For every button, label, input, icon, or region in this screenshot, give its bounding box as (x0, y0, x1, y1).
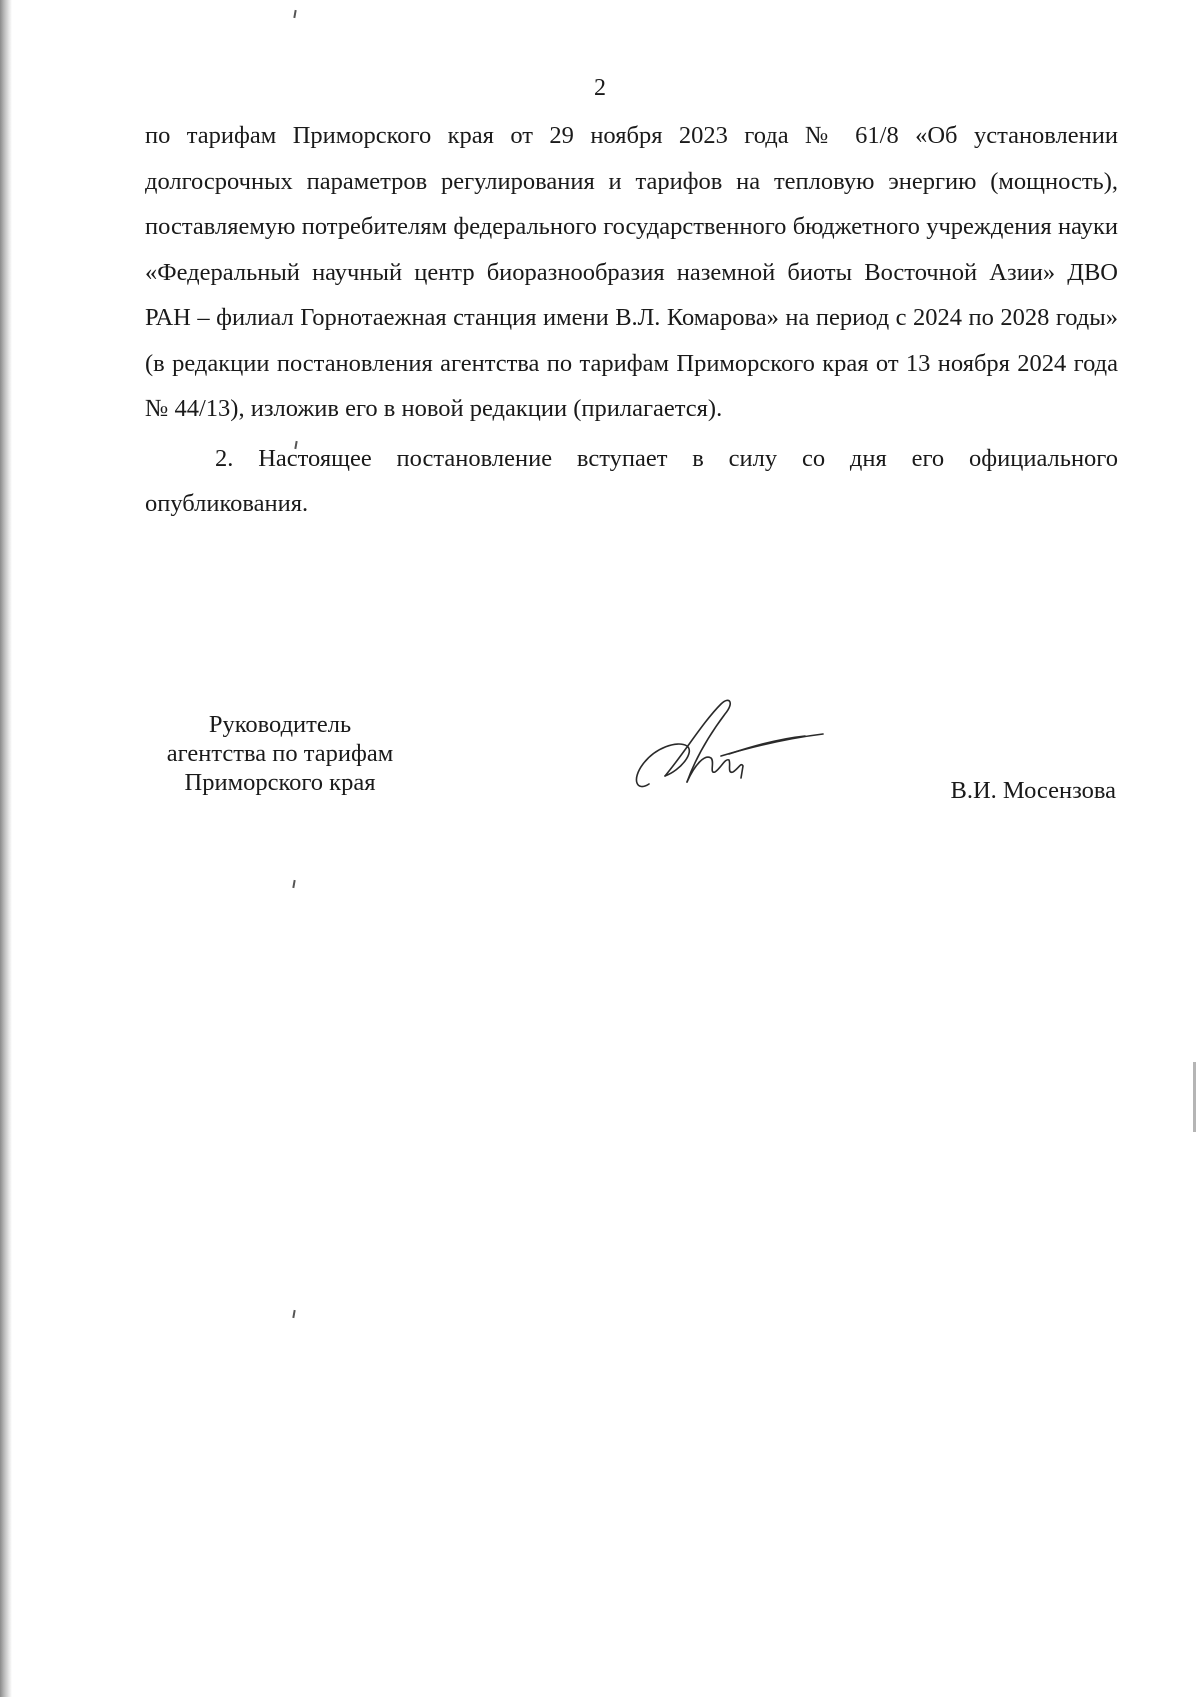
signer-name: В.И. Мосензова (950, 777, 1116, 804)
scan-speck (293, 10, 296, 18)
signatory-position (145, 710, 415, 797)
scan-speck (292, 880, 295, 888)
position-line: Руководитель (208, 711, 352, 738)
document-body (145, 113, 1118, 527)
signature-block (145, 710, 1118, 810)
position-line: агентства по тарифам (166, 740, 394, 767)
scan-right-edge-mark (1193, 1062, 1196, 1132)
page-number: 2 (594, 75, 606, 101)
scan-speck (292, 1310, 295, 1318)
paragraph-effective-date: 2. Настоящее постановление вступает в силу со дня его официального опубликования. (145, 444, 1118, 517)
scan-left-edge-shadow (0, 0, 12, 1697)
position-line: Приморского края (184, 769, 376, 796)
handwritten-signature (625, 692, 825, 802)
paragraph-continuation: по тарифам Приморского края от 29 ноября 2023 года № 61/8 «Об установлении долгосрочных параметров регулирования и тарифов на тепловую энергию (мощность), поставляемую потребителям федерального государственного бюджетного учреждения науки «Федеральный научный центр биоразнообразия наземной биоты Восточной Азии» ДВО РАН – филиал Горнотаежная станция имени В.Л. Комарова» на период с 2024 по 2028 годы» (в редакции постановления агентства по тарифам Приморского края от 13 ноября 2024 года № 44/13), изложив его в новой редакции (прилагается). (145, 122, 1118, 422)
